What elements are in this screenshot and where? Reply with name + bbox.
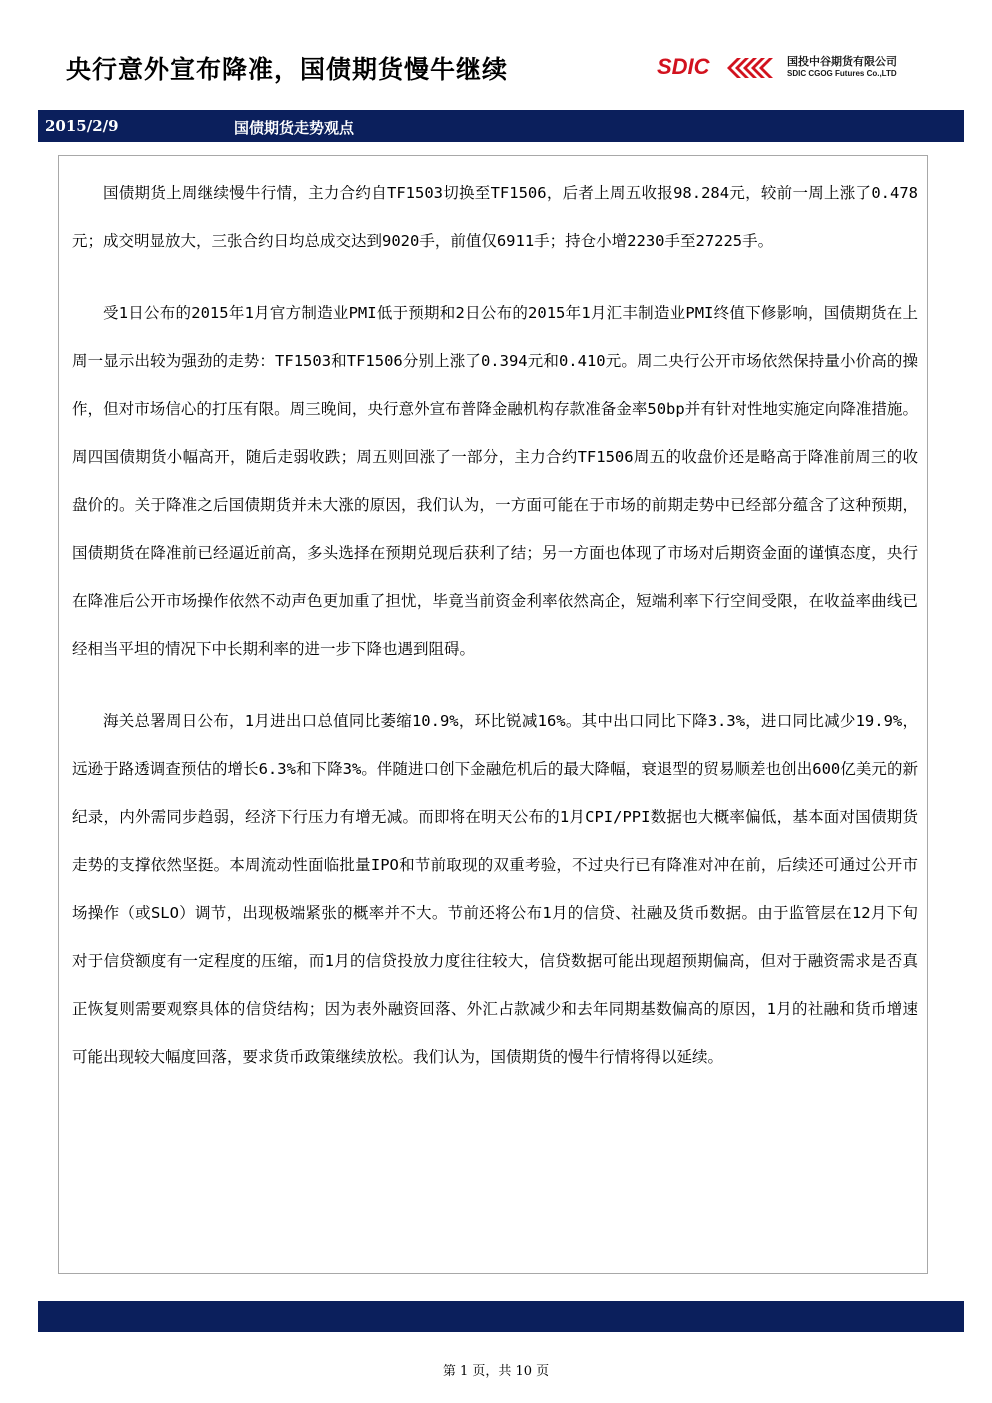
report-date: 2015/2/9 [45, 117, 119, 135]
article-body [72, 169, 918, 1105]
page-number: 第 1 页，共 10 页 [442, 1364, 550, 1379]
logo-company-cn: 国投中谷期货有限公司 [787, 55, 897, 68]
section-title: 国债期货走势观点 [234, 119, 355, 137]
page-title: 央行意外宣布降准，国债期货慢牛继续 [66, 55, 509, 84]
company-logo [657, 52, 947, 86]
paragraph: 海关总署周日公布，1月进出口总值同比萎缩10.9%，环比锐减16%。其中出口同比下降3.3%，进口同比减少19.9%，远逊于路透调查预估的增长6.3%和下降3%。伴随进口创下金融危机后的最大降幅，衰退型的贸易顺差也创出600亿美元的新纪录，内外需同步趋弱，经济下行压力有增无减。而即将在明天公布的1月CPI/PPI数据也大概率偏低，基本面对国债期货走势的支撑依然坚挺。本周流动性面临批量IPO和节前取现的双重考验，不过央行已有降准对冲在前，后续还可通过公开市场操作（或SLO）调节，出现极端紧张的概率并不大。节前还将公布1月的信贷、社融及货币数据。由于监管层在12月下旬对于信贷额度有一定程度的压缩，而1月的信贷投放力度往往较大，信贷数据可能出现超预期偏高，但对于融资需求是否真正恢复则需要观察具体的信贷结构；因为表外融资回落、外汇占款减少和去年同期基数偏高的原因，1月的社融和货币增速可能出现较大幅度回落，要求货币政策继续放松。我们认为，国债期货的慢牛行情将得以延续。 [72, 712, 918, 1066]
section-header-bar [38, 110, 964, 142]
paragraph: 受1日公布的2015年1月官方制造业PMI低于预期和2日公布的2015年1月汇丰制造业PMI终值下修影响，国债期货在上周一显示出较为强劲的走势：TF1503和TF1506分别上涨了0.394元和0.410元。周二央行公开市场依然保持量小价高的操作，但对市场信心的打压有限。周三晚间，央行意外宣布普降金融机构存款准备金率50bp并有针对性地实施定向降准措施。周四国债期货小幅高开，随后走弱收跌；周五则回涨了一部分，主力合约TF1506周五的收盘价还是略高于降准前周三的收盘价的。关于降准之后国债期货并未大涨的原因，我们认为，一方面可能在于市场的前期走势中已经部分蕴含了这种预期，国债期货在降准前已经逼近前高，多头选择在预期兑现后获利了结；另一方面也体现了市场对后期资金面的谨慎态度，央行在降准后公开市场操作依然不动声色更加重了担忧，毕竟当前资金利率依然高企，短端利率下行空间受限，在收益率曲线已经相当平坦的情况下中长期利率的进一步下降也遇到阻碍。 [72, 304, 918, 658]
logo-brand-text: SDIC [657, 54, 710, 79]
sdic-chevron-logo-icon [727, 54, 777, 82]
logo-company-en: SDIC CGOG Futures Co.,LTD [787, 69, 897, 78]
footer-bar [38, 1301, 964, 1332]
paragraph: 国债期货上周继续慢牛行情，主力合约自TF1503切换至TF1506，后者上周五收报98.284元，较前一周上涨了0.478元；成交明显放大，三张合约日均总成交达到9020手，前值仅6911手；持仓小增2230手至27225手。 [72, 184, 918, 250]
